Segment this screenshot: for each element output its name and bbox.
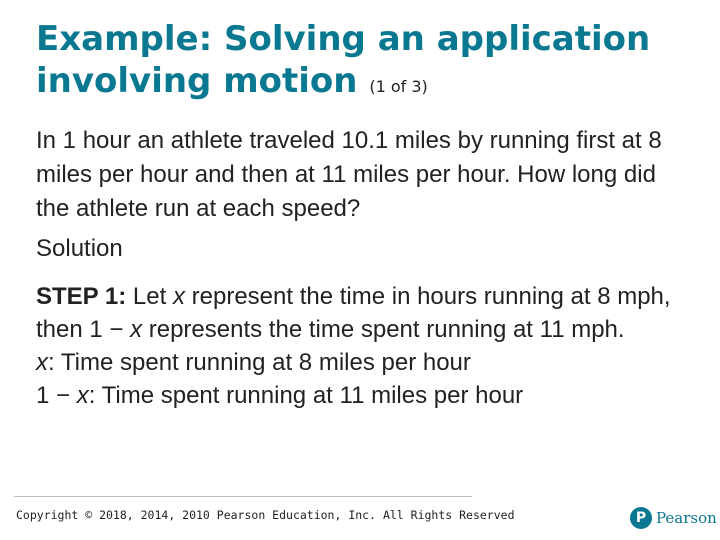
variable-x: x — [130, 316, 143, 343]
definition-x-text: : Time spent running at 8 miles per hour — [48, 349, 471, 376]
solution-steps — [36, 280, 686, 412]
copyright-footer: Copyright © 2018, 2014, 2010 Pearson Education, Inc. All Rights Reserved — [16, 508, 515, 522]
definition-prefix: 1 − — [36, 382, 77, 409]
pearson-logo-wordmark: Pearson — [656, 509, 717, 527]
slide-title — [36, 18, 676, 108]
solution-label: Solution — [36, 235, 123, 262]
definition-1-minus-x — [36, 379, 686, 412]
definition-1-minus-x-text: : Time spent running at 11 miles per hour — [88, 382, 524, 409]
variable-x: x — [76, 382, 89, 409]
definition-x — [36, 346, 686, 379]
pearson-logo-icon: P — [630, 507, 652, 529]
slide-title-main: Example: Solving an application involving motion — [36, 19, 651, 101]
step-1-label: STEP 1: — [36, 283, 127, 310]
step-1-text-c: represents the time spent running at 11 mph. — [142, 316, 625, 343]
slide-title-suffix: (1 of 3) — [369, 77, 428, 96]
step-1-text-b: represent the time in hours running at 8 mph, then 1 − — [36, 283, 671, 343]
footer-divider — [14, 496, 472, 497]
pearson-logo — [630, 506, 717, 530]
step-1 — [36, 280, 686, 346]
variable-x: x — [172, 283, 185, 310]
variable-x: x — [36, 349, 48, 376]
problem-statement: In 1 hour an athlete traveled 10.1 miles by running first at 8 miles per hour and then at 11 miles per hour. How long did the athlete run at each speed? — [36, 127, 662, 222]
step-1-text-a: Let — [126, 283, 173, 310]
